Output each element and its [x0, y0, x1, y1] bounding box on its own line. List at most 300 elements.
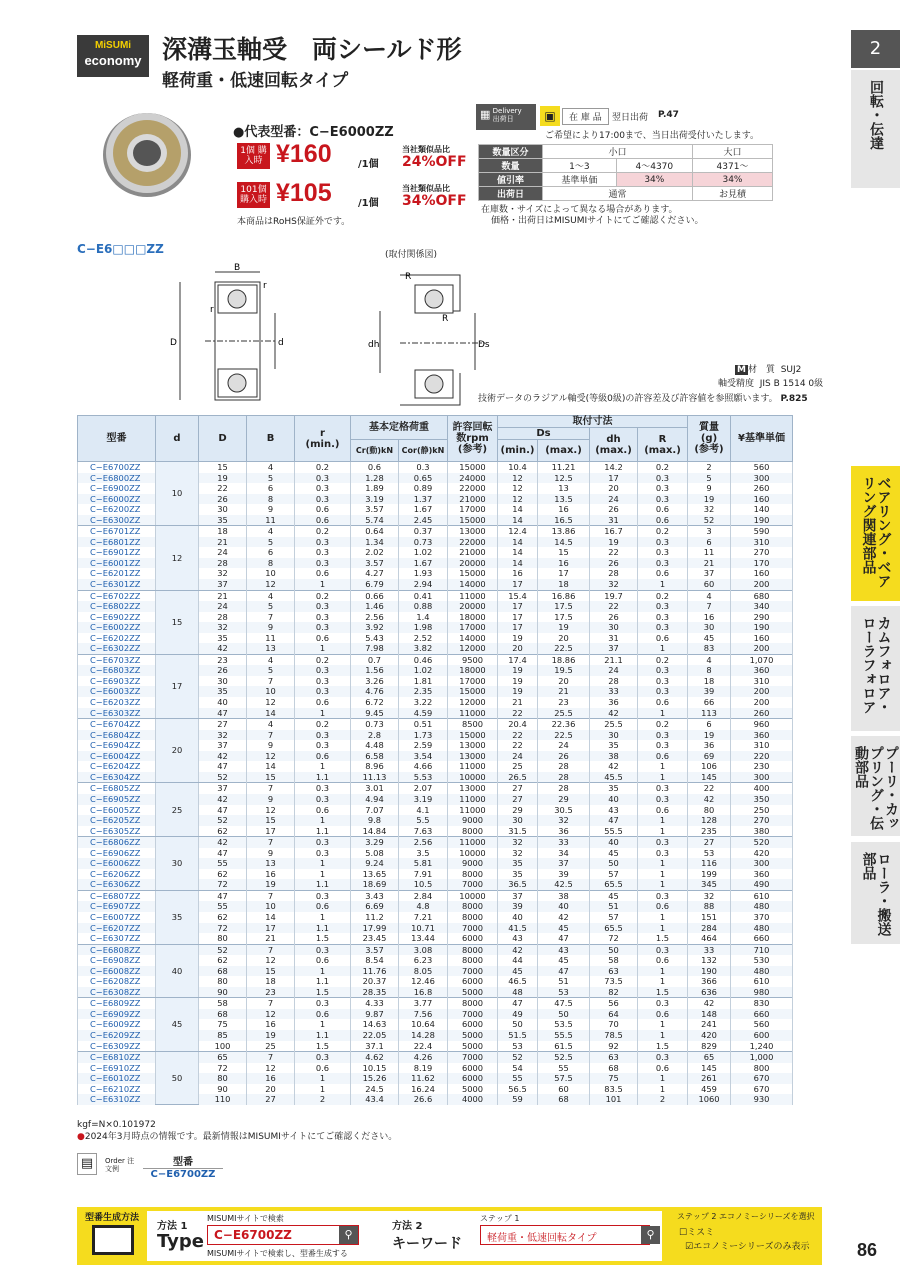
table-cell: 70: [590, 1019, 638, 1030]
table-cell: 29: [498, 805, 538, 816]
table-cell: 5: [247, 473, 295, 484]
table-cell: 0.3: [638, 730, 688, 741]
table-cell: 464: [688, 933, 731, 944]
step2-option-economy[interactable]: [685, 1239, 809, 1252]
table-cell: 12: [247, 579, 295, 590]
side-tab-roller[interactable]: [851, 842, 900, 944]
table-cell: 1: [295, 1073, 351, 1084]
model-number[interactable]: C−E6902ZZ: [78, 612, 156, 623]
table-cell: 37: [688, 568, 731, 579]
table-cell: 4.1: [399, 805, 448, 816]
model-number[interactable]: C−E6900ZZ: [78, 483, 156, 494]
model-number[interactable]: C−E6805ZZ: [78, 783, 156, 794]
table-cell: 23: [199, 654, 247, 665]
table-cell: 28: [538, 783, 590, 794]
table-cell: 35: [199, 686, 247, 697]
table-cell: 5000: [448, 1084, 498, 1095]
model-number[interactable]: C−E6205ZZ: [78, 815, 156, 826]
table-cell: 9000: [448, 815, 498, 826]
label-dh: dh: [368, 340, 380, 350]
model-number[interactable]: C−E6810ZZ: [78, 1052, 156, 1063]
table-cell: 42: [590, 761, 638, 772]
table-cell: 235: [688, 826, 731, 837]
model-number[interactable]: C−E6909ZZ: [78, 1009, 156, 1020]
model-number[interactable]: C−E6210ZZ: [78, 1084, 156, 1095]
table-cell: 370: [731, 912, 793, 923]
table-cell: 17: [538, 568, 590, 579]
table-cell: 3.57: [351, 504, 399, 515]
model-number[interactable]: C−E6009ZZ: [78, 1019, 156, 1030]
model-number[interactable]: C−E6910ZZ: [78, 1063, 156, 1074]
box-icon: ▣: [540, 106, 560, 126]
table-cell: 0.6: [295, 697, 351, 708]
table-cell: 19: [199, 473, 247, 484]
table-cell: 11000: [448, 805, 498, 816]
table-cell: 45: [590, 890, 638, 901]
table-cell: 43.4: [351, 1094, 399, 1105]
table-cell: 65: [199, 1052, 247, 1063]
model-number[interactable]: C−E6202ZZ: [78, 633, 156, 644]
qty-cell: お見積: [693, 187, 773, 201]
table-cell: 0.2: [295, 526, 351, 537]
model-number[interactable]: C−E6001ZZ: [78, 558, 156, 569]
table-cell: 24: [498, 751, 538, 762]
model-number[interactable]: C−E6308ZZ: [78, 987, 156, 998]
method1-search-input[interactable]: C−E6700ZZ: [207, 1225, 359, 1245]
col-mass: [688, 416, 731, 462]
table-cell: 25: [498, 761, 538, 772]
qty-cell: 4371〜: [693, 159, 773, 173]
footnotes: [77, 1119, 397, 1143]
table-cell: 0.6: [638, 1063, 688, 1074]
table-cell: 47: [498, 998, 538, 1009]
table-cell: 7000: [448, 1052, 498, 1063]
table-cell: 37.1: [351, 1041, 399, 1052]
model-number[interactable]: C−E6300ZZ: [78, 515, 156, 526]
table-cell: 6000: [448, 933, 498, 944]
table-cell: 40: [538, 901, 590, 912]
table-cell: 75: [590, 1073, 638, 1084]
model-number[interactable]: C−E6904ZZ: [78, 740, 156, 751]
table-cell: 17: [498, 601, 538, 612]
table-cell: 13.86: [538, 526, 590, 537]
model-number[interactable]: C−E6806ZZ: [78, 837, 156, 848]
table-cell: 55: [498, 1073, 538, 1084]
table-cell: 36: [688, 740, 731, 751]
table-cell: 6: [247, 483, 295, 494]
table-cell: 5000: [448, 987, 498, 998]
model-number[interactable]: C−E6802ZZ: [78, 601, 156, 612]
model-number[interactable]: C−E6008ZZ: [78, 966, 156, 977]
side-tab-label: プーリ・カップリング・伝動部品: [853, 746, 899, 830]
table-cell: 16.7: [590, 526, 638, 537]
table-cell: 10.5: [399, 879, 448, 890]
tier2-unit: /1個: [358, 198, 379, 209]
table-cell: 63: [590, 966, 638, 977]
quantity-table: [478, 144, 773, 201]
table-cell: 2.59: [399, 740, 448, 751]
table-cell: 0.2: [638, 590, 688, 601]
table-cell: 1,240: [731, 1041, 793, 1052]
table-cell: 3: [688, 526, 731, 537]
checkbox-checked-icon[interactable]: ☑: [685, 1242, 694, 1252]
table-cell: 39: [688, 686, 731, 697]
ref-p825[interactable]: P.825: [780, 394, 808, 404]
side-tab-cam-follower[interactable]: [851, 606, 900, 731]
table-cell: 11.21: [538, 462, 590, 473]
table-cell: 50: [498, 1019, 538, 1030]
delivery-label: Delivery 出荷日: [492, 107, 522, 123]
model-number[interactable]: C−E6007ZZ: [78, 912, 156, 923]
model-number[interactable]: C−E6905ZZ: [78, 794, 156, 805]
table-cell: 160: [731, 568, 793, 579]
model-number[interactable]: C−E6006ZZ: [78, 858, 156, 869]
table-cell: 11.62: [399, 1073, 448, 1084]
table-cell: 8: [247, 558, 295, 569]
table-cell: 82: [590, 987, 638, 998]
table-cell: 21000: [448, 494, 498, 505]
table-cell: 0.41: [399, 590, 448, 601]
qty-head: 出荷日: [479, 187, 543, 201]
table-cell: 45: [590, 848, 638, 859]
table-cell: 0.89: [399, 483, 448, 494]
table-cell: 670: [731, 1073, 793, 1084]
col-price: ¥基準単価: [731, 416, 793, 462]
table-cell: 0.2: [638, 526, 688, 537]
model-number[interactable]: C−E6803ZZ: [78, 665, 156, 676]
table-cell: 9.8: [351, 815, 399, 826]
side-tab-pulley[interactable]: [851, 736, 900, 836]
table-row: [78, 944, 793, 955]
table-cell: 241: [688, 1019, 731, 1030]
table-cell: 16.24: [399, 1084, 448, 1095]
ref-p47[interactable]: P.47: [658, 110, 679, 120]
table-cell: 12: [247, 805, 295, 816]
table-cell: 59: [498, 1094, 538, 1105]
table-cell: 57: [590, 869, 638, 880]
table-cell: 7: [247, 998, 295, 1009]
model-number[interactable]: C−E6201ZZ: [78, 568, 156, 579]
model-number[interactable]: C−E6306ZZ: [78, 879, 156, 890]
table-cell: 1: [638, 1030, 688, 1041]
table-cell: 12: [247, 697, 295, 708]
table-cell: 960: [731, 719, 793, 730]
model-number[interactable]: C−E6804ZZ: [78, 730, 156, 741]
table-cell: 0.3: [399, 462, 448, 473]
table-cell: 26: [538, 751, 590, 762]
col-load: 基本定格荷重: [351, 416, 448, 440]
col-R-sub: (max.): [644, 444, 681, 456]
table-cell: 10.64: [399, 1019, 448, 1030]
model-number[interactable]: C−E6301ZZ: [78, 579, 156, 590]
table-cell: 4: [247, 462, 295, 473]
table-cell: 132: [688, 955, 731, 966]
model-number[interactable]: C−E6307ZZ: [78, 933, 156, 944]
table-cell: 41.5: [498, 923, 538, 934]
table-row: [78, 462, 793, 473]
label-Ds: Ds: [478, 340, 490, 350]
model-number[interactable]: C−E6303ZZ: [78, 708, 156, 719]
model-number[interactable]: C−E6807ZZ: [78, 890, 156, 901]
step1-keyword-input[interactable]: 軽荷重・低速回転タイプ: [480, 1225, 650, 1245]
table-cell: 14: [247, 761, 295, 772]
label-R2: R: [442, 314, 449, 324]
model-number[interactable]: C−E6209ZZ: [78, 1030, 156, 1041]
table-row: [78, 837, 793, 848]
model-number[interactable]: C−E6207ZZ: [78, 923, 156, 934]
table-cell: 42: [199, 794, 247, 805]
table-cell: 22: [199, 483, 247, 494]
model-number[interactable]: C−E6208ZZ: [78, 976, 156, 987]
table-cell: 2.07: [399, 783, 448, 794]
model-number[interactable]: C−E6901ZZ: [78, 547, 156, 558]
model-number[interactable]: C−E6002ZZ: [78, 622, 156, 633]
table-cell: 44: [498, 955, 538, 966]
material-icon: M: [737, 365, 746, 375]
table-cell: 1: [638, 1073, 688, 1084]
table-cell: 9: [247, 622, 295, 633]
table-cell: 14.2: [590, 462, 638, 473]
misumi-economy-logo: [77, 35, 149, 77]
table-cell: 8000: [448, 826, 498, 837]
table-cell: 0.3: [295, 558, 351, 569]
table-cell: 52: [688, 515, 731, 526]
table-cell: 52: [199, 944, 247, 955]
checkbox-icon[interactable]: ☐: [679, 1228, 688, 1238]
model-number[interactable]: C−E6704ZZ: [78, 719, 156, 730]
table-cell: 24: [590, 665, 638, 676]
table-cell: 0.3: [638, 944, 688, 955]
table-cell: 35: [590, 740, 638, 751]
table-cell: 1: [295, 815, 351, 826]
table-cell: 6.72: [351, 697, 399, 708]
step2-option-misumi[interactable]: [679, 1225, 714, 1238]
col-D: D: [199, 416, 247, 462]
search-icon[interactable]: ⚲: [641, 1226, 660, 1244]
table-cell: 1: [295, 912, 351, 923]
model-number[interactable]: C−E6304ZZ: [78, 772, 156, 783]
table-cell: 64: [590, 1009, 638, 1020]
table-cell: 7.91: [399, 869, 448, 880]
table-cell: 37: [199, 783, 247, 794]
table-cell: 8.96: [351, 761, 399, 772]
material-label: 材 質: [747, 365, 775, 375]
table-cell: 22: [498, 708, 538, 719]
model-number[interactable]: C−E6907ZZ: [78, 901, 156, 912]
table-cell: 0.3: [295, 730, 351, 741]
model-number[interactable]: C−E6309ZZ: [78, 1041, 156, 1052]
col-dsmax: (max.): [538, 440, 590, 462]
table-cell: 58: [199, 998, 247, 1009]
table-cell: 92: [590, 1041, 638, 1052]
table-cell: 0.6: [638, 515, 688, 526]
model-number[interactable]: C−E6302ZZ: [78, 643, 156, 654]
model-number[interactable]: C−E6701ZZ: [78, 526, 156, 537]
table-cell: 26.6: [399, 1094, 448, 1105]
table-cell: 1: [638, 1084, 688, 1095]
model-number[interactable]: C−E6702ZZ: [78, 590, 156, 601]
table-cell: 0.2: [295, 719, 351, 730]
table-cell: 47: [199, 848, 247, 859]
table-cell: 3.82: [399, 643, 448, 654]
table-cell: 20: [538, 676, 590, 687]
table-cell: 30.5: [538, 805, 590, 816]
table-cell: 8: [247, 494, 295, 505]
table-cell: 0.3: [638, 612, 688, 623]
model-number[interactable]: C−E6310ZZ: [78, 1094, 156, 1105]
table-cell: 8500: [448, 719, 498, 730]
table-cell: 61.5: [538, 1041, 590, 1052]
table-cell: 1.5: [295, 1041, 351, 1052]
table-cell: 930: [731, 1094, 793, 1105]
table-cell: 0.6: [638, 697, 688, 708]
table-cell: 66: [688, 697, 731, 708]
bearing-photo: [95, 100, 200, 205]
table-cell: 47.5: [538, 998, 590, 1009]
model-number[interactable]: C−E6908ZZ: [78, 955, 156, 966]
model-number[interactable]: C−E6808ZZ: [78, 944, 156, 955]
table-cell: 520: [731, 837, 793, 848]
table-cell: 15000: [448, 515, 498, 526]
model-number[interactable]: C−E6906ZZ: [78, 848, 156, 859]
table-cell: 0.6: [638, 1009, 688, 1020]
model-number[interactable]: C−E6801ZZ: [78, 537, 156, 548]
table-cell: 0.6: [638, 504, 688, 515]
table-cell: 35: [498, 858, 538, 869]
col-mass-label: 質量: [699, 422, 719, 433]
table-cell: 22.5: [538, 730, 590, 741]
model-number[interactable]: C−E6005ZZ: [78, 805, 156, 816]
table-cell: 190: [688, 966, 731, 977]
table-cell: 3.26: [351, 676, 399, 687]
col-rpm-sub: (参考): [457, 444, 488, 455]
table-cell: 52.5: [538, 1052, 590, 1063]
col-ds: Ds: [498, 428, 590, 440]
table-cell: 42: [688, 794, 731, 805]
table-cell: 28: [590, 676, 638, 687]
table-cell: 6: [688, 537, 731, 548]
table-cell: 0.2: [638, 719, 688, 730]
table-cell: 4.59: [399, 708, 448, 719]
table-cell: 145: [688, 772, 731, 783]
method2-name: キーワード: [392, 1236, 462, 1252]
table-cell: 26: [590, 558, 638, 569]
search-icon[interactable]: ⚲: [339, 1226, 358, 1244]
table-cell: 1: [295, 761, 351, 772]
table-cell: 0.6: [638, 751, 688, 762]
table-cell: 42: [538, 912, 590, 923]
table-cell: 4: [247, 526, 295, 537]
table-cell: 1: [295, 869, 351, 880]
table-cell: 3.19: [399, 794, 448, 805]
method1-name: Type: [157, 1231, 204, 1252]
table-cell: 3.92: [351, 622, 399, 633]
model-number[interactable]: C−E6204ZZ: [78, 761, 156, 772]
table-cell: 22: [688, 783, 731, 794]
table-cell: 1.73: [399, 730, 448, 741]
table-cell: 0.3: [638, 890, 688, 901]
accuracy-value: JIS B 1514 0級: [759, 379, 824, 389]
table-cell: 4: [688, 590, 731, 601]
table-cell: 310: [731, 676, 793, 687]
table-cell: 1.67: [399, 558, 448, 569]
model-number[interactable]: C−E6809ZZ: [78, 998, 156, 1009]
model-number[interactable]: C−E6206ZZ: [78, 869, 156, 880]
label-r: r: [263, 281, 267, 291]
table-cell: 0.6: [295, 805, 351, 816]
table-cell: 1.1: [295, 923, 351, 934]
table-cell: 113: [688, 708, 731, 719]
table-cell: 24.5: [351, 1084, 399, 1095]
table-cell: 72: [590, 933, 638, 944]
table-cell: 16: [498, 568, 538, 579]
table-cell: 22000: [448, 537, 498, 548]
table-cell: 26: [590, 612, 638, 623]
table-cell: 22.5: [538, 643, 590, 654]
table-cell: 15000: [448, 686, 498, 697]
table-cell: 13000: [448, 783, 498, 794]
table-cell: 0.6: [351, 462, 399, 473]
table-cell: 380: [731, 826, 793, 837]
model-number[interactable]: C−E6903ZZ: [78, 676, 156, 687]
table-cell: 33: [538, 837, 590, 848]
table-row: [78, 998, 793, 1009]
step1-label: ステップ 1: [480, 1214, 520, 1223]
col-mass-sub2: (参考): [694, 444, 724, 455]
side-tab-rotation[interactable]: [851, 70, 900, 188]
table-cell: 610: [731, 890, 793, 901]
table-cell: 26.5: [498, 772, 538, 783]
table-cell: 14: [498, 537, 538, 548]
table-cell: 55.5: [590, 826, 638, 837]
table-cell: 0.3: [295, 783, 351, 794]
table-cell: 11.76: [351, 966, 399, 977]
model-number[interactable]: C−E6003ZZ: [78, 686, 156, 697]
model-number[interactable]: C−E6700ZZ: [78, 462, 156, 473]
table-cell: 270: [731, 815, 793, 826]
table-cell: 13.65: [351, 869, 399, 880]
table-cell: 68: [199, 1009, 247, 1020]
model-number[interactable]: C−E6000ZZ: [78, 494, 156, 505]
table-cell: 17: [498, 612, 538, 623]
table-cell: 65.5: [590, 879, 638, 890]
table-cell: 11000: [448, 708, 498, 719]
model-number[interactable]: C−E6010ZZ: [78, 1073, 156, 1084]
table-cell: 7: [247, 944, 295, 955]
table-cell: 68: [590, 1063, 638, 1074]
col-rpm: [448, 416, 498, 462]
table-cell: 12: [498, 494, 538, 505]
qty-head: 数量: [479, 159, 543, 173]
table-cell: 1: [295, 579, 351, 590]
model-number[interactable]: C−E6305ZZ: [78, 826, 156, 837]
table-cell: 2: [638, 1094, 688, 1105]
table-cell: 21000: [448, 547, 498, 558]
table-cell: 0.3: [295, 944, 351, 955]
side-tab-bearing[interactable]: [851, 466, 900, 601]
model-number[interactable]: C−E6200ZZ: [78, 504, 156, 515]
table-cell: 14: [247, 912, 295, 923]
model-number[interactable]: C−E6004ZZ: [78, 751, 156, 762]
table-cell: 340: [731, 601, 793, 612]
table-cell: 3.57: [351, 944, 399, 955]
model-number[interactable]: C−E6203ZZ: [78, 697, 156, 708]
table-cell: 10: [247, 686, 295, 697]
table-cell: 0.6: [295, 751, 351, 762]
model-number[interactable]: C−E6800ZZ: [78, 473, 156, 484]
table-cell: 19: [498, 665, 538, 676]
model-number[interactable]: C−E6703ZZ: [78, 654, 156, 665]
